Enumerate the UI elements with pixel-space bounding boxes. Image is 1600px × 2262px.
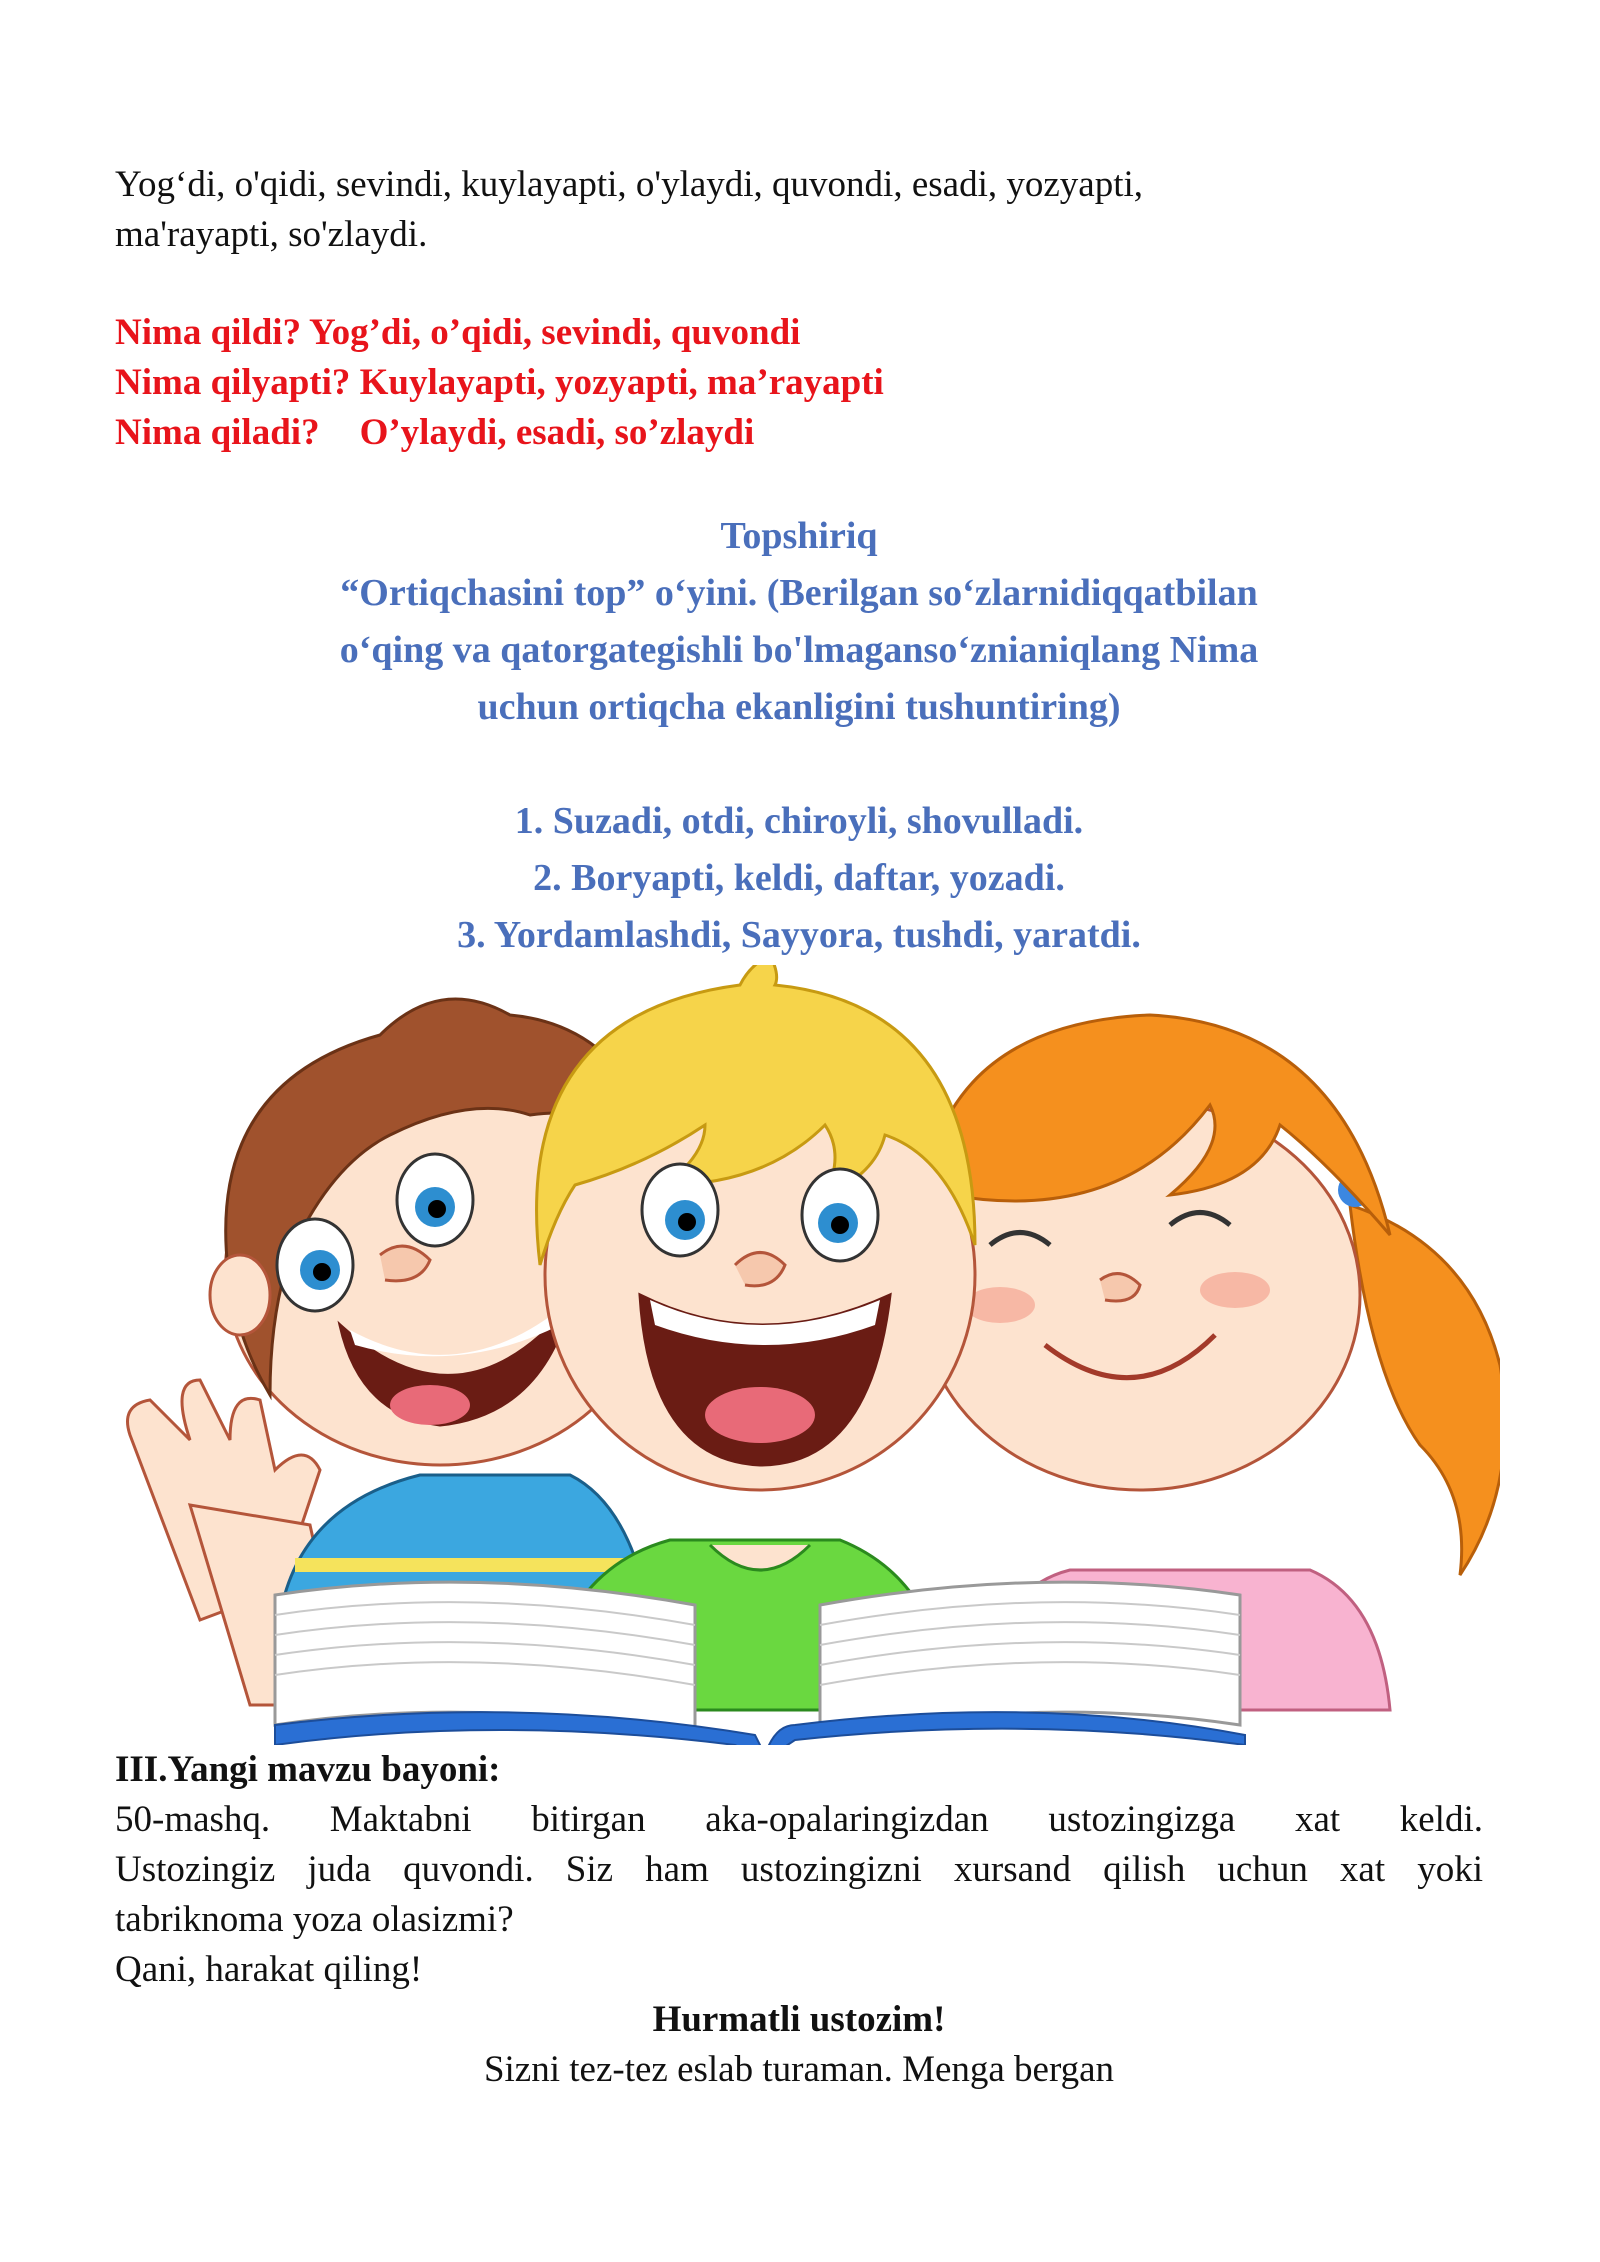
section-para-line-1: 50-mashq. Maktabni bitirgan aka-opalaringizdan ustozingizga xat keldi.	[115, 1799, 1483, 1840]
answer-words: Kuylayapti, yozyapti, ma’rayapti	[359, 362, 884, 403]
task-item-1: 1. Suzadi, otdi, chiroyli, shovulladi.	[514, 800, 1084, 842]
answer-question: Nima qiladi?	[115, 412, 320, 453]
task-line-2: o‘qing va qatorgategishli bo'lmaganso‘znianiqlang Nima	[339, 629, 1259, 671]
letter-title: Hurmatli ustozim!	[652, 1999, 946, 2040]
task-line-3: uchun ortiqcha ekanligini tushuntiring)	[477, 686, 1121, 728]
section-call: Qani, harakat qiling!	[115, 1949, 423, 1990]
intro-line-2: ma'rayapti, so'zlaydi.	[115, 214, 428, 255]
children-reading-book-illustration	[110, 965, 1500, 1745]
task-item-2: 2. Boryapti, keldi, daftar, yozadi.	[533, 857, 1065, 899]
intro-line-1: Yog‘di, o'qidi, sevindi, kuylayapti, o'ylaydi, quvondi, esadi, yozyapti,	[115, 164, 1144, 205]
answer-question: Nima qilyapti?	[115, 362, 351, 403]
answer-line-2	[115, 358, 1483, 408]
task-item-3: 3. Yordamlashdi, Sayyora, tushdi, yaratdi.	[457, 914, 1141, 956]
letter-line: Sizni tez-tez eslab turaman. Menga bergan	[483, 2049, 1115, 2090]
section-para-line-3: tabriknoma yoza olasizmi?	[115, 1899, 514, 1940]
section-heading: III.Yangi mavzu bayoni:	[115, 1749, 501, 1790]
answer-words: Yog’di, o’qidi, sevindi, quvondi	[308, 312, 801, 353]
answer-question: Nima qildi?	[115, 312, 302, 353]
answer-words: O’ylaydi, esadi, so’zlaydi	[359, 412, 755, 453]
task-line-1: “Ortiqchasini top” o‘yini. (Berilgan so‘zlarnidiqqatbilan	[340, 572, 1258, 614]
answer-line-1	[115, 308, 1483, 358]
task-title: Topshiriq	[720, 515, 878, 557]
section-para-line-2: Ustozingiz juda quvondi. Siz ham ustozingizni xursand qilish uchun xat yoki	[115, 1849, 1483, 1890]
new-topic-section	[115, 1745, 1483, 2095]
answer-line-3	[115, 408, 1483, 458]
page-content	[115, 160, 1483, 964]
